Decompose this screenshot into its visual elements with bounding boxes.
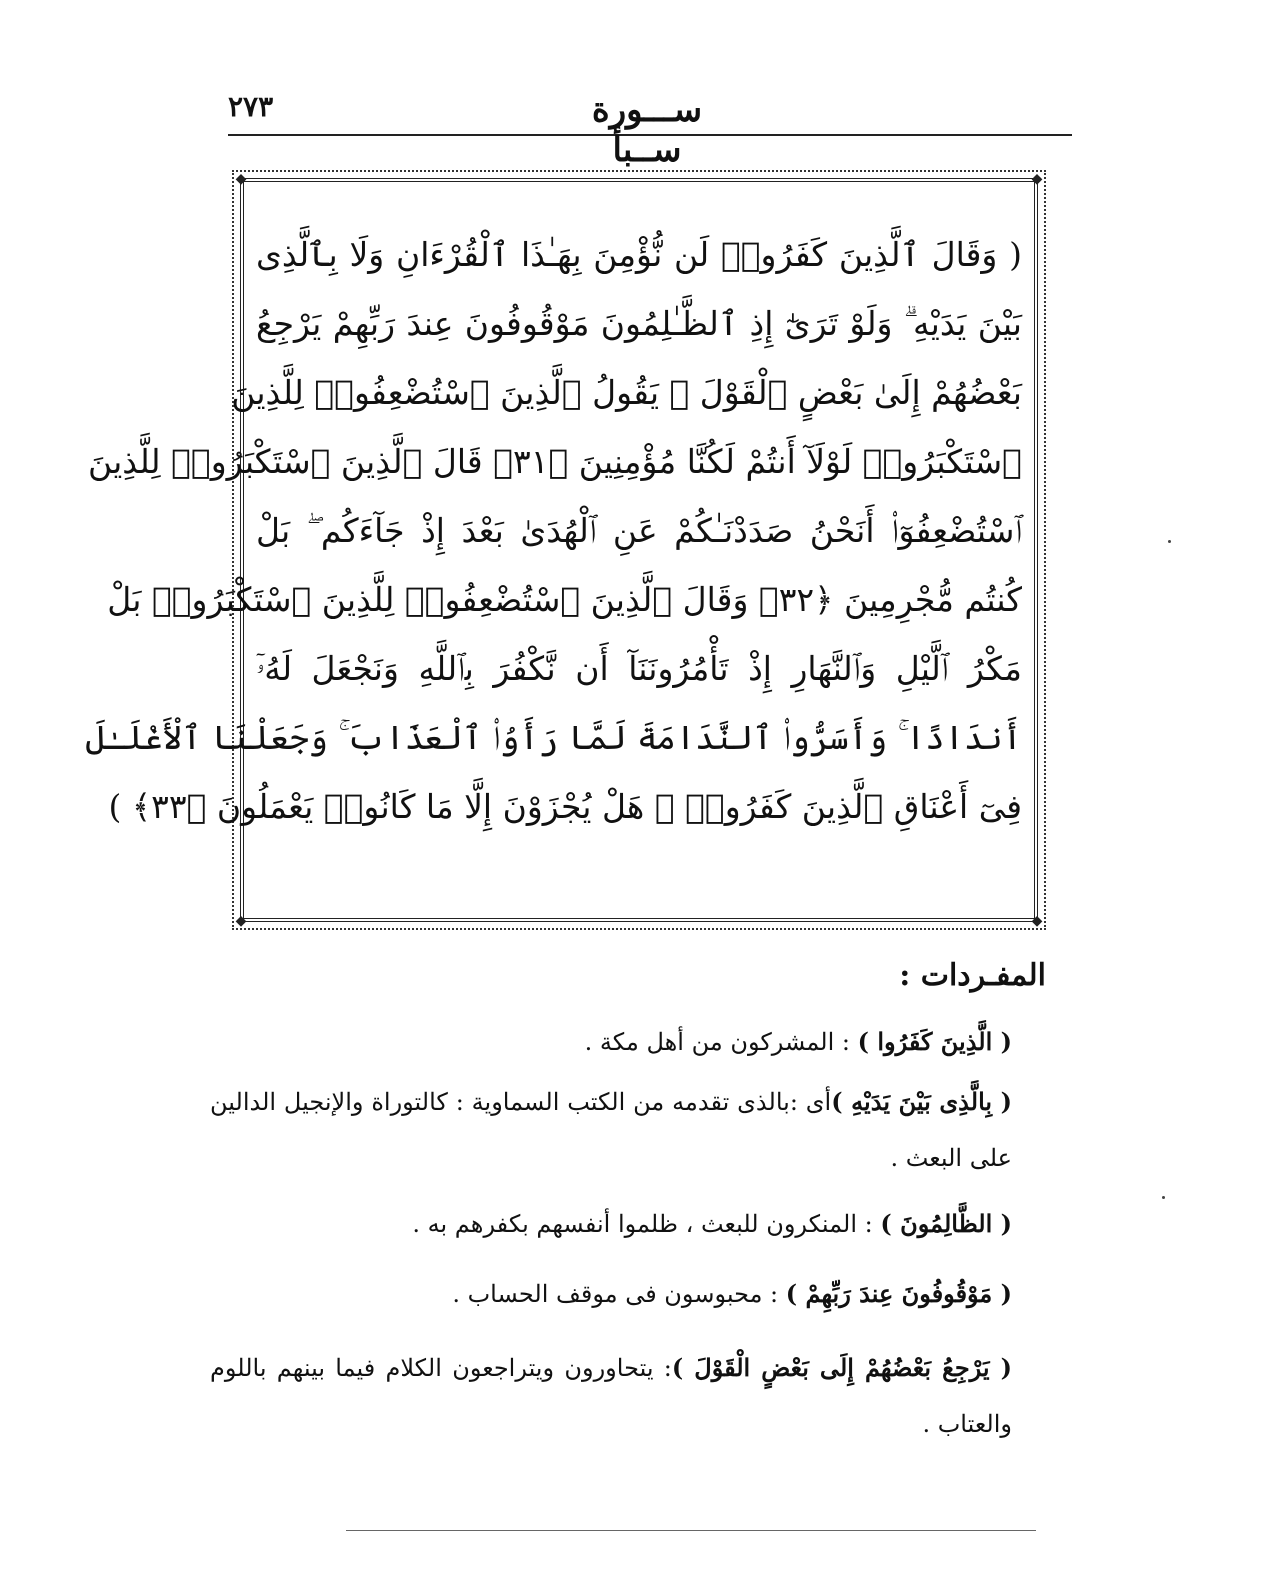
entry-definition: : محبوسون فى موقف الحساب .	[452, 1280, 786, 1308]
entry-definition: أى :بالذى تقدمه من الكتب السماوية : كالتوراة والإنجيل الدالين على البعث .	[210, 1088, 1012, 1172]
corner-ornament-icon: ◆	[1031, 913, 1043, 929]
corner-ornament-icon: ◆	[1031, 171, 1043, 187]
footer-rule	[346, 1530, 1036, 1531]
entry-definition: : المشركون من أهل مكة .	[584, 1028, 858, 1056]
vocabulary-entry	[200, 1196, 1012, 1252]
verse-line: بَعْضُهُمْ إِلَىٰ بَعْضٍ ٱلْقَوْلَ ۚ يَقُولُ ٱلَّذِينَ ٱسْتُضْعِفُوا۟ لِلَّذِينَ	[231, 373, 1022, 412]
corner-ornament-icon: ◆	[235, 913, 247, 929]
vocabulary-entry	[200, 1266, 1012, 1322]
page-header	[228, 84, 1072, 170]
entry-definition: : يتحاورون ويتراجعون الكلام فيما بينهم باللوم والعتاب .	[210, 1354, 1012, 1438]
entry-term: ( الظَّالِمُونَ )	[880, 1209, 1012, 1238]
verse-line: فِىٓ أَعْنَاقِ ٱلَّذِينَ كَفَرُوا۟ ۚ هَلْ يُجْزَوْنَ إِلَّا مَا كَانُوا۟ يَعْمَلُونَ ﴿٣٣﴾ )	[108, 787, 1022, 826]
vocabulary-entry	[200, 1014, 1012, 1070]
entry-term: ( الَّذِينَ كَفَرُوا )	[857, 1027, 1012, 1056]
verse-line: ٱسْتَكْبَرُوا۟ لَوْلَآ أَنتُمْ لَكُنَّا مُؤْمِنِينَ ﴿٣١﴾ قَالَ ٱلَّذِينَ ٱسْتَكْبَرُوا۟ لِلَّذِينَ	[88, 442, 1022, 481]
verse-text	[85, 220, 1022, 888]
verse-line: كُنتُم مُّجْرِمِينَ ﴿٣٢﴾ وَقَالَ ٱلَّذِينَ ٱسْتُضْعِفُوا۟ لِلَّذِينَ ٱسْتَكْبَرُوا۟ بَلْ	[107, 580, 1022, 619]
verse-frame	[85, 171, 1043, 929]
page-number: ٢٧٣	[228, 90, 274, 123]
vocabulary-heading: المفـردات :	[899, 958, 1046, 993]
verse-line: ( وَقَالَ ٱلَّذِينَ كَفَرُوا۟ لَن نُّؤْمِنَ بِهَـٰذَا ٱلْقُرْءَانِ وَلَا بِٱلَّذِى	[256, 235, 1022, 274]
entry-term: ( مَوْقُوفُونَ عِندَ رَبِّهِمْ )	[785, 1279, 1012, 1308]
verse-line: مَكْرُ ٱلَّيْلِ وَٱلنَّهَارِ إِذْ تَأْمُرُونَنَآ أَن نَّكْفُرَ بِٱللَّهِ وَنَجْعَلَ لَهُۥٓ	[256, 649, 1022, 688]
scan-speck	[1162, 1196, 1165, 1199]
entry-term: ( يَرْجِعُ بَعْضُهُمْ إِلَى بَعْضٍ الْقَوْلَ )	[671, 1353, 1012, 1382]
verse-line: أَندَادًا ۚ وَأَسَرُّوا۟ ٱلنَّدَامَةَ لَمَّا رَأَوُا۟ ٱلْعَذَابَ ۚ وَجَعَلْنَا ٱلْأَغْلَـٰلَ	[85, 718, 1022, 757]
vocabulary-entry	[210, 1074, 1012, 1186]
entry-definition: : المنكرون للبعث ، ظلموا أنفسهم بكفرهم به .	[412, 1210, 881, 1238]
verse-line: بَيْنَ يَدَيْهِ ۗ وَلَوْ تَرَىٰٓ إِذِ ٱلظَّـٰلِمُونَ مَوْقُوفُونَ عِندَ رَبِّهِمْ يَرْجِعُ	[256, 304, 1022, 343]
vocabulary-entry	[210, 1340, 1012, 1452]
surah-title: ســـورة ســبأ	[591, 90, 703, 170]
entry-term: ( بِالَّذِى بَيْنَ يَدَيْهِ )	[831, 1087, 1013, 1116]
corner-ornament-icon: ◆	[235, 171, 247, 187]
scan-speck	[1168, 540, 1171, 543]
verse-line: ٱسْتُضْعِفُوٓا۟ أَنَحْنُ صَدَدْنَـٰكُمْ عَنِ ٱلْهُدَىٰ بَعْدَ إِذْ جَآءَكُم ۖ بَلْ	[256, 511, 1022, 550]
